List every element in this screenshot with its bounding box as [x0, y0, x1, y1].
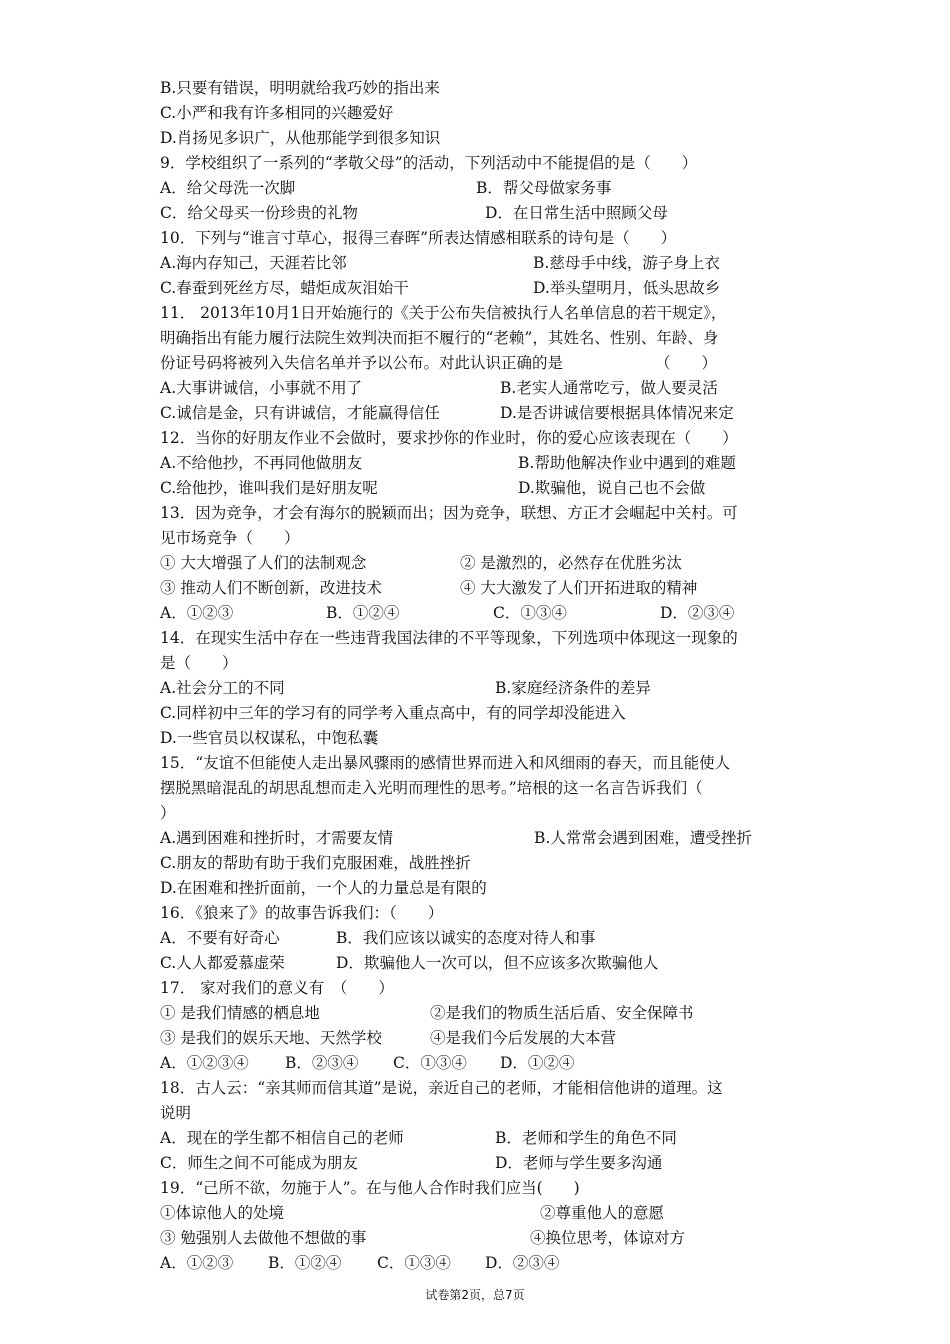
question-line: A．不要有好奇心	[160, 929, 280, 947]
option-text: B．老师和学生的角色不同	[495, 1129, 677, 1147]
question-line: C.给他抄，谁叫我们是好朋友呢	[160, 479, 378, 497]
question-line: ）	[160, 804, 176, 822]
option-text: D.欺骗他，说自己也不会做	[518, 479, 706, 497]
option-text: D.举头望明月，低头思故乡	[533, 279, 721, 297]
question-line: A.海内存知己，天涯若比邻	[160, 254, 347, 272]
question-line: 11． 2013年10月1日开始施行的《关于公布失信被执行人名单信息的若干规定》，	[160, 304, 727, 322]
question-line: 见市场竞争（ ）	[160, 529, 300, 547]
option-text: D．在日常生活中照顾父母	[485, 204, 668, 222]
question-line: 9．学校组织了一系列的“孝敬父母”的活动，下列活动中不能提倡的是（ ）	[160, 154, 698, 172]
question-line: A.社会分工的不同	[160, 679, 285, 697]
question-line: 12．当你的好朋友作业不会做时，要求抄你的作业时，你的爱心应该表现在（ ）	[160, 429, 738, 447]
question-line: 13．因为竞争，才会有海尔的脱颖而出；因为竞争，联想、方正才会崛起中关村。可	[160, 504, 738, 522]
option-text: B．①②④	[268, 1254, 342, 1272]
option-text: D．①②④	[500, 1054, 575, 1072]
option-text: ④换位思考，体谅对方	[530, 1229, 686, 1247]
question-line: A.大事讲诚信，小事就不用了	[160, 379, 363, 397]
question-line: 是（ ）	[160, 654, 238, 672]
question-line: A.不给他抄，不再同他做朋友	[160, 454, 363, 472]
question-line: 14．在现实生活中存在一些违背我国法律的不平等现象，下列选项中体现这一现象的	[160, 629, 738, 647]
question-line: D.肖扬见多识广，从他那能学到很多知识	[160, 129, 441, 147]
option-text: B.人常常会遇到困难，遭受挫折	[534, 829, 752, 847]
option-text: D．欺骗他人一次可以，但不应该多次欺骗他人	[336, 954, 659, 972]
option-text: B．帮父母做家务事	[476, 179, 612, 197]
question-line: C．师生之间不可能成为朋友	[160, 1154, 358, 1172]
option-text: ②是我们的物质生活后盾、安全保障书	[430, 1004, 694, 1022]
question-line: ①体谅他人的处境	[160, 1204, 285, 1222]
question-line: 16．《狼来了》的故事告诉我们：（ ）	[160, 904, 444, 922]
question-line: C.春蚕到死丝方尽，蜡炬成灰泪始干	[160, 279, 409, 297]
question-line: 份证号码将被列入失信名单并予以公布。对此认识正确的是	[160, 354, 564, 372]
option-text: B.慈母手中线，游子身上衣	[533, 254, 720, 272]
option-text: B.帮助他解决作业中遇到的难题	[518, 454, 736, 472]
option-text: B．②③④	[285, 1054, 359, 1072]
option-text: B.老实人通常吃亏，做人要灵活	[500, 379, 718, 397]
question-line: 18．古人云：“亲其师而信其道”是说，亲近自己的老师，才能相信他讲的道理。这	[160, 1079, 723, 1097]
question-line: A．现在的学生都不相信自己的老师	[160, 1129, 404, 1147]
question-line: 明确指出有能力履行法院生效判决而拒不履行的“老赖”，其姓名、性别、年龄、身	[160, 329, 719, 347]
question-line: C.诚信是金，只有讲诚信，才能赢得信任	[160, 404, 440, 422]
option-text: B．①②④	[326, 604, 400, 622]
option-text: ② 是激烈的，必然存在优胜劣汰	[460, 554, 682, 572]
option-text: C．①③④	[493, 604, 567, 622]
question-line: A．给父母洗一次脚	[160, 179, 296, 197]
question-line: C.小严和我有许多相同的兴趣爱好	[160, 104, 394, 122]
option-text: C．①③④	[377, 1254, 451, 1272]
question-line: 摆脱黑暗混乱的胡思乱想而走入光明而理性的思考。”培根的这一名言告诉我们（	[160, 779, 703, 797]
question-line: B.只要有错误，明明就给我巧妙的指出来	[160, 79, 440, 97]
page-footer: 试卷第2页，总7页	[425, 1288, 525, 1302]
option-text: C．①③④	[393, 1054, 467, 1072]
question-line: 19．“己所不欲，勿施于人”。在与他人合作时我们应当( )	[160, 1179, 580, 1197]
question-line: 17． 家对我们的意义有 （ ）	[160, 979, 394, 997]
question-line: D.在困难和挫折面前，一个人的力量总是有限的	[160, 879, 487, 897]
question-line: 10．下列与“谁言寸草心，报得三春晖”所表达情感相联系的诗句是（ ）	[160, 229, 677, 247]
question-line: D.一些官员以权谋私，中饱私囊	[160, 729, 379, 747]
question-line: 说明	[160, 1104, 192, 1122]
question-line: ① 是我们情感的栖息地	[160, 1004, 320, 1022]
question-line: C.朋友的帮助有助于我们克服困难，战胜挫折	[160, 854, 471, 872]
option-text: （ ）	[655, 354, 718, 372]
question-line: ① 大大增强了人们的法制观念	[160, 554, 367, 572]
option-text: B.家庭经济条件的差异	[495, 679, 651, 697]
question-line: A．①②③	[160, 604, 234, 622]
option-text: D．老师与学生要多沟通	[495, 1154, 663, 1172]
question-line: ③ 推动人们不断创新，改进技术	[160, 579, 382, 597]
option-text: D.是否讲诚信要根据具体情况来定	[500, 404, 734, 422]
question-line: 15．“友谊不但能使人走出暴风骤雨的感情世界而进入和风细雨的春天，而且能使人	[160, 754, 731, 772]
option-text: ②尊重他人的意愿	[540, 1204, 665, 1222]
question-line: ③ 是我们的娱乐天地、天然学校	[160, 1029, 382, 1047]
option-text: D．②③④	[660, 604, 735, 622]
question-line: C.人人都爱慕虚荣	[160, 954, 285, 972]
option-text: B．我们应该以诚实的态度对待人和事	[336, 929, 596, 947]
question-line: A．①②③	[160, 1254, 234, 1272]
question-line: A．①②③④	[160, 1054, 249, 1072]
option-text: D．②③④	[485, 1254, 560, 1272]
option-text: ④ 大大激发了人们开拓进取的精神	[460, 579, 698, 597]
option-text: ④是我们今后发展的大本营	[430, 1029, 617, 1047]
question-line: C．给父母买一份珍贵的礼物	[160, 204, 358, 222]
question-line: A.遇到困难和挫折时，才需要友情	[160, 829, 394, 847]
question-line: C.同样初中三年的学习有的同学考入重点高中，有的同学却没能进入	[160, 704, 626, 722]
question-line: ③ 勉强别人去做他不想做的事	[160, 1229, 367, 1247]
